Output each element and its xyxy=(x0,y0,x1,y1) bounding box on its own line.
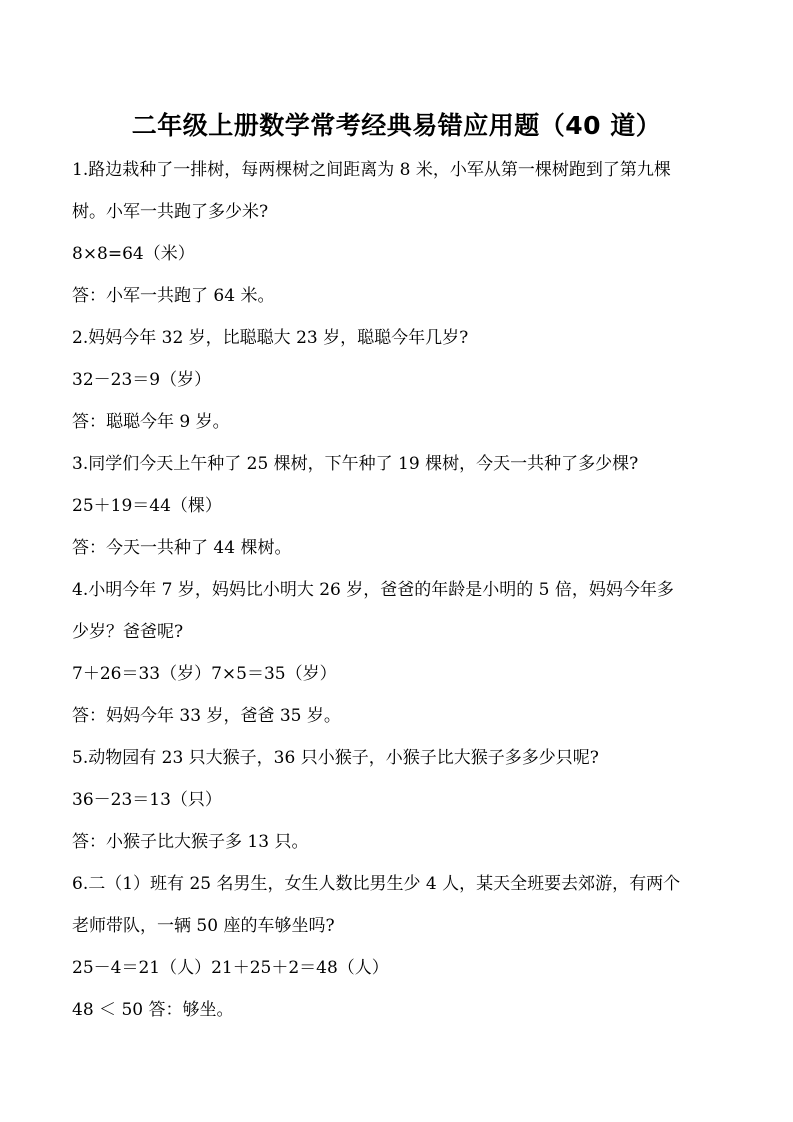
problem-5-question: 5.动物园有 23 只大猴子，36 只小猴子，小猴子比大猴子多多少只呢? xyxy=(72,748,599,768)
problem-4-answer: 答：妈妈今年 33 岁，爸爸 35 岁。 xyxy=(72,706,341,726)
document-title: 二年级上册数学常考经典易错应用题（40 道） xyxy=(131,111,662,140)
problem-1-line-1: 1.路边栽种了一排树，每两棵树之间距离为 8 米，小军从第一棵树跑到了第九棵 xyxy=(72,160,671,180)
problem-5-answer: 答：小猴子比大猴子多 13 只。 xyxy=(72,832,309,852)
problem-1-answer: 答：小军一共跑了 64 米。 xyxy=(72,286,275,306)
problem-6-equation: 25－4＝21（人）21＋25＋2＝48（人） xyxy=(72,958,389,978)
problem-4-equation: 7＋26＝33（岁）7×5＝35（岁） xyxy=(72,664,337,684)
problem-2-question: 2.妈妈今年 32 岁，比聪聪大 23 岁，聪聪今年几岁? xyxy=(72,328,469,348)
problem-6-line-1: 6.二（1）班有 25 名男生，女生人数比男生少 4 人，某天全班要去郊游，有两个 xyxy=(72,874,681,894)
problem-2-equation: 32－23＝9（岁） xyxy=(72,370,212,390)
problem-6-answer: 48 ＜ 50 答：够坐。 xyxy=(72,1000,234,1020)
problem-3-question: 3.同学们今天上午种了 25 棵树，下午种了 19 棵树，今天一共种了多少棵? xyxy=(72,454,639,474)
problem-5-equation: 36－23＝13（只） xyxy=(72,790,222,810)
problem-4-line-1: 4.小明今年 7 岁，妈妈比小明大 26 岁，爸爸的年龄是小明的 5 倍，妈妈今年多 xyxy=(72,580,674,600)
problem-2-answer: 答：聪聪今年 9 岁。 xyxy=(72,412,230,432)
problem-3-answer: 答：今天一共种了 44 棵树。 xyxy=(72,538,292,558)
problem-1-equation: 8×8=64（米） xyxy=(72,244,195,264)
problem-1-line-2: 树。小军一共跑了多少米? xyxy=(72,202,269,222)
problem-3-equation: 25＋19＝44（棵） xyxy=(72,496,222,516)
problem-4-line-2: 少岁？爸爸呢? xyxy=(72,622,184,642)
problem-6-line-2: 老师带队，一辆 50 座的车够坐吗? xyxy=(72,916,335,936)
